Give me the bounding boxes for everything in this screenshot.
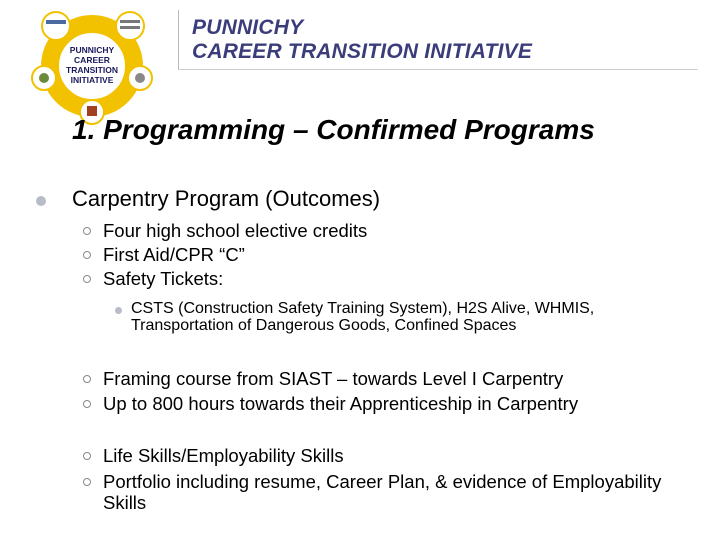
header-divider-horizontal — [178, 69, 698, 70]
list-item: Life Skills/Employability Skills — [103, 445, 344, 466]
circle-bullet-icon — [83, 227, 91, 235]
circle-bullet-icon — [83, 452, 91, 460]
circle-bullet-icon — [83, 275, 91, 283]
list-item: Up to 800 hours towards their Apprenticeship in Carpentry — [103, 393, 579, 414]
logo-center-text — [66, 45, 118, 85]
brand-line-1: PUNNICHY — [192, 16, 304, 39]
list-item: Four high school elective credits — [103, 220, 368, 241]
list-item: Safety Tickets: — [103, 268, 224, 289]
list-item: Framing course from SIAST – towards Level I Carpentry — [103, 368, 564, 389]
header-divider-vertical — [178, 10, 179, 70]
logo-text-line: INITIATIVE — [70, 75, 114, 85]
bullet-icon — [115, 307, 122, 314]
circle-bullet-icon — [83, 478, 91, 486]
slide-title: 1. Programming – Confirmed Programs — [72, 114, 595, 145]
list-item: First Aid/CPR “C” — [103, 244, 245, 265]
circle-bullet-icon — [83, 400, 91, 408]
logo-text-line: TRANSITION — [66, 65, 118, 75]
logo-text-line: CAREER — [74, 55, 110, 65]
brand-line-2: CAREER TRANSITION INITIATIVE — [192, 40, 533, 63]
circle-bullet-icon — [83, 375, 91, 383]
initiative-logo — [30, 6, 155, 126]
logo-text-line: PUNNICHY — [69, 45, 115, 55]
brand-title — [192, 16, 532, 64]
sub-list-item: CSTS (Construction Safety Training System), H2S Alive, WHMIS, Transportation of Dangerous Goods, Confined Spaces — [131, 300, 595, 334]
bullet-icon — [36, 196, 46, 206]
section-heading: Carpentry Program (Outcomes) — [72, 186, 381, 211]
list-item: Portfolio including resume, Career Plan, & evidence of Employability Skills — [103, 471, 662, 513]
circle-bullet-icon — [83, 251, 91, 259]
